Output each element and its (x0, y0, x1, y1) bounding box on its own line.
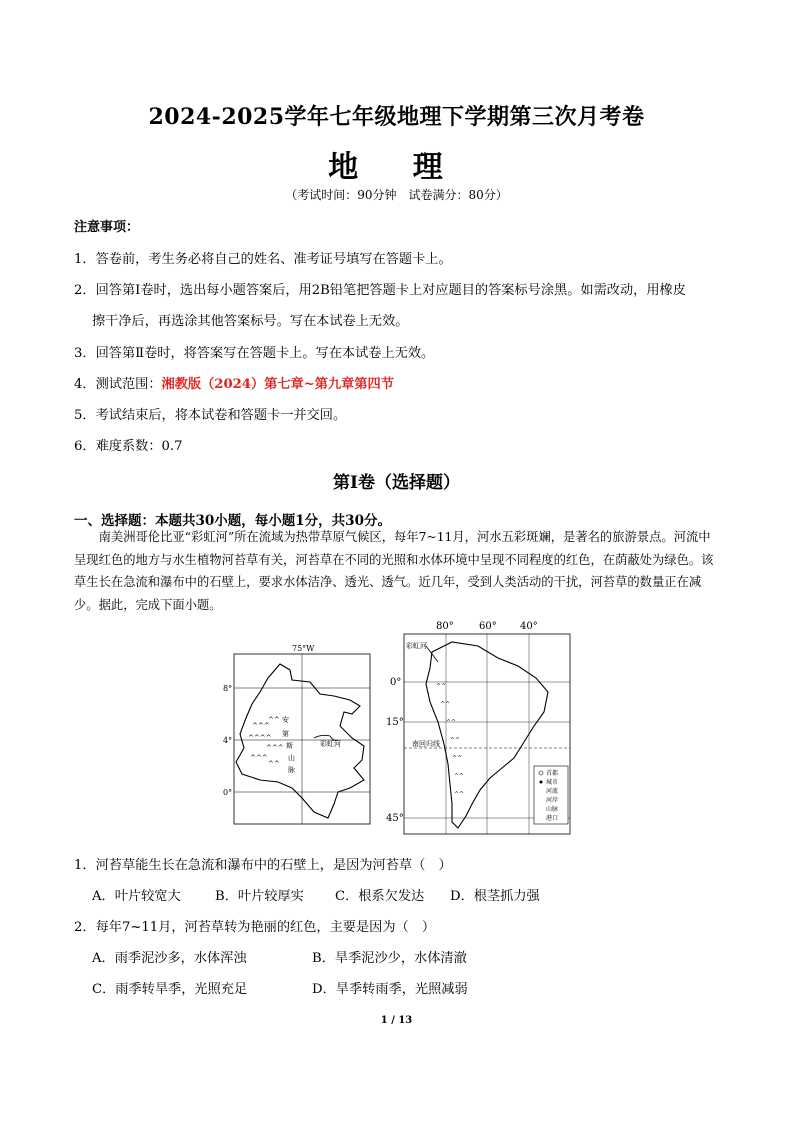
andes-label-1: 安 (282, 716, 289, 724)
legend-capital: 首都 (546, 770, 559, 777)
andes-label-4: 山 (288, 754, 295, 762)
svg-text:^^: ^^ (450, 737, 461, 744)
map-legend (534, 766, 568, 824)
svg-text:^^: ^^ (454, 773, 465, 780)
svg-text:^^^: ^^^ (250, 754, 268, 762)
map-right-lon-40: 40° (520, 621, 538, 632)
notice-item-6: 6．难度系数：0.7 (74, 439, 183, 454)
svg-text:^^: ^^ (440, 701, 451, 708)
svg-text:^^: ^^ (452, 755, 463, 762)
legend-river: 河流 (546, 788, 559, 795)
legend-bank: 河岸 (546, 797, 559, 804)
notice-item-4-prefix: 4．测试范围： (74, 377, 162, 392)
map-right-lat-45: 45° (386, 813, 404, 824)
map-right-lat-15: 15° (386, 717, 404, 728)
q2-option-c[interactable]: C．雨季转旱季，光照充足 (92, 982, 248, 997)
south-america-map (386, 618, 576, 838)
map-right-lon-80: 80° (436, 621, 454, 632)
svg-text:^^: ^^ (268, 760, 280, 768)
q1-option-b[interactable]: B．叶片较厚实 (215, 889, 304, 904)
notice-item-2-line-1: 2．回答第Ⅰ卷时，选出每小题答案后，用2B铅笔把答题卡上对应题目的答案标号涂黑。如需改动，用橡皮 (74, 283, 686, 298)
notice-item-5: 5．考试结束后，将本试卷和答题卡一并交回。 (74, 408, 347, 423)
q1-option-d[interactable]: D．根茎抓力强 (450, 889, 540, 904)
q1-option-c[interactable]: C．根系欠发达 (335, 889, 425, 904)
svg-text:^^: ^^ (268, 716, 280, 724)
rainbow-river-label: 彩虹河 (320, 740, 341, 748)
reading-passage: 南美洲哥伦比亚“彩虹河”所在流域为热带草原气候区，每年7~11月，河水五彩斑斓，是著名的旅游景点。河流中呈现红色的地方与水生植物河苔草有关，河苔草在不同的光照和水体环境中呈现不同程度的红色，在荫蔽处为绿色。该草生长在急流和瀑布中的石壁上，要求水体洁净、透光、透气。近几年，受到人类活动的干扰，河苔草的数量正在减少。据此，完成下面小题。 (74, 530, 714, 612)
map-left-lat-0: 0° (223, 788, 233, 797)
map-left-lat-4: 4° (223, 736, 233, 745)
notice-item-4 (74, 373, 394, 392)
q2-option-d[interactable]: D．旱季转雨季，光照减弱 (312, 982, 468, 997)
andes-label-5: 脉 (288, 766, 295, 774)
rainbow-river-callout: 彩虹河 (406, 642, 427, 650)
exam-title: 2024-2025学年七年级地理下学期第三次月考卷 (148, 104, 645, 130)
notice-item-3: 3．回答第Ⅱ卷时，将答案写在答题卡上。写在本试卷上无效。 (74, 346, 435, 361)
andes-label-3: 斯 (286, 742, 293, 750)
notice-item-2-line-2: 擦干净后，再选涂其他答案标号。写在本试卷上无效。 (92, 314, 409, 329)
question-group-heading: 一、选择题：本题共30小题，每小题1分，共30分。 (74, 513, 391, 529)
svg-text:^^: ^^ (454, 791, 465, 798)
legend-port: 港口 (546, 815, 559, 822)
andes-label-2: 第 (282, 730, 289, 738)
question-2-stem: 2．每年7~11月，河苔草转为艳丽的红色，主要是因为（ ） (74, 920, 436, 935)
map-left-lon-label: 75°W (292, 644, 315, 653)
q2-option-a[interactable]: A．雨季泥沙多，水体浑浊 (92, 951, 247, 966)
legend-city: 城市 (546, 779, 559, 786)
svg-text:^^: ^^ (446, 719, 457, 726)
page-number: 1 / 13 (380, 1015, 413, 1026)
test-scope: 湘教版（2024）第七章~第九章第四节 (161, 377, 394, 392)
andes-mountains-symbol (248, 716, 284, 768)
map-right-lat-0: 0° (390, 677, 402, 688)
map-right-lon-60: 60° (479, 621, 497, 632)
notice-heading: 注意事项： (74, 220, 140, 235)
notice-item-1: 1．答卷前，考生务必将自己的姓名、准考证号填写在答题卡上。 (74, 252, 452, 267)
svg-text:^^: ^^ (436, 683, 447, 690)
q2-option-b[interactable]: B．旱季泥沙少，水体清澈 (312, 951, 467, 966)
svg-text:^^^: ^^^ (252, 722, 270, 730)
svg-text:^^^^: ^^^^ (248, 734, 272, 742)
q1-option-a[interactable]: A．叶片较宽大 (92, 889, 181, 904)
exam-info: （考试时间：90分钟 试卷满分：80分） (285, 188, 508, 202)
subject-title: 地 理 (328, 150, 465, 185)
legend-mountain: 山脉 (546, 806, 559, 813)
svg-text:^^^: ^^^ (266, 744, 284, 752)
colombia-map (222, 642, 372, 832)
question-1-stem: 1．河苔草能生长在急流和瀑布中的石壁上，是因为河苔草（ ） (74, 858, 452, 873)
tropic-of-capricorn-label: 南回归线 (412, 740, 440, 748)
section-title: 第Ⅰ卷（选择题） (333, 473, 460, 493)
map-left-lat-8: 8° (223, 684, 233, 693)
